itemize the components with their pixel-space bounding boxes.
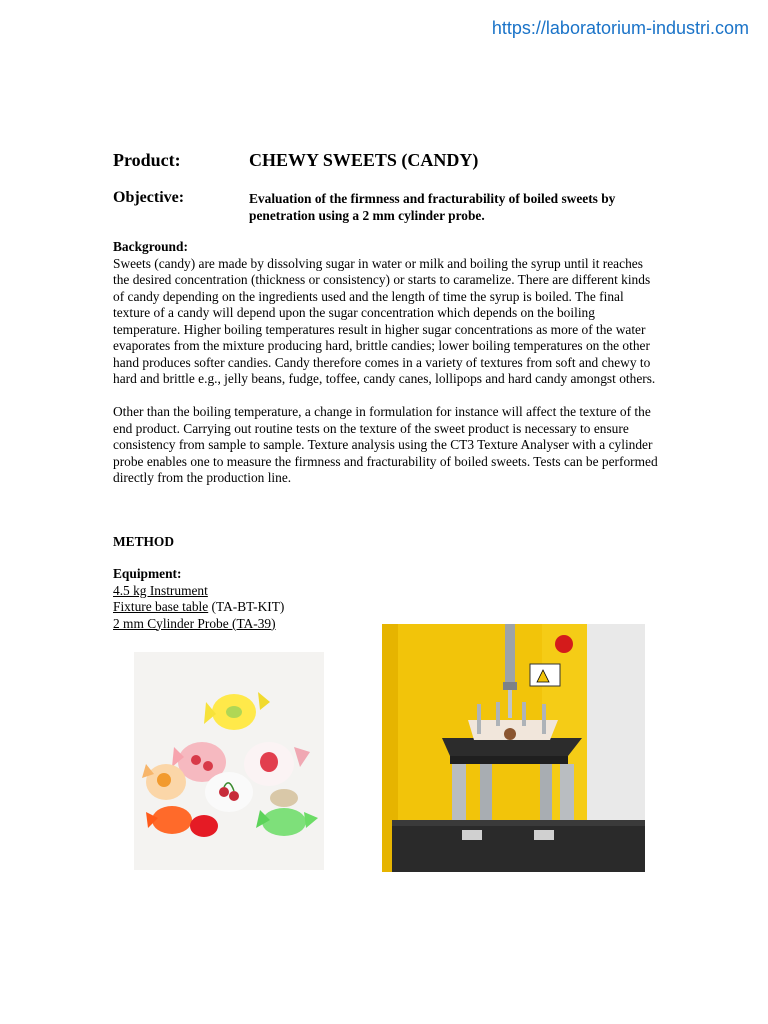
instrument-link[interactable]: 4.5 kg Instrument <box>113 582 208 598</box>
fixture-base-table-link[interactable]: Fixture base table <box>113 599 209 614</box>
objective-text: Evaluation of the firmness and fracturability of boiled sweets by penetration using a 2 mm cylinder probe. <box>249 191 616 223</box>
candy-photo <box>134 652 324 870</box>
product-title: CHEWY SWEETS (CANDY) <box>249 150 479 170</box>
objective-label: Objective: <box>113 189 185 206</box>
texture-analyser-illustration <box>382 624 645 872</box>
fixture-code: (TA-BT-KIT) <box>208 599 285 614</box>
candy-illustration <box>134 652 324 870</box>
texture-analyser-photo <box>382 624 645 872</box>
equipment-section <box>113 566 284 632</box>
background-heading: Background: <box>113 239 188 254</box>
site-url-link[interactable]: https://laboratorium-industri.com <box>491 18 749 38</box>
cylinder-probe-link[interactable]: 2 mm Cylinder Probe (TA-39) <box>113 615 276 631</box>
product-label: Product: <box>113 150 181 170</box>
background-section <box>113 239 658 487</box>
background-paragraph-2: Other than the boiling temperature, a change in formulation for instance will affect the texture of the end product. Carrying out routine tests on the texture of the sweet product is necessary to ensure consistency from sample to sample. Texture analysis using the CT3 Texture Analyser with a cylinder probe enables one to measure the firmness and fracturability of boiled sweets. Tests can be performed directly from the production line. <box>113 404 658 485</box>
equipment-heading: Equipment: <box>113 566 182 581</box>
method-heading: METHOD <box>113 534 175 549</box>
background-paragraph-1: Sweets (candy) are made by dissolving sugar in water or milk and boiling the syrup until it reaches the desired concentration (thickness or consistency) or starts to caramelize. There are different kinds of candy depending on the ingredients used and the length of time the syrup is boiled. The final texture of a candy will depend upon the sugar concentration which depends on the boiling temperature. Higher boiling temperatures result in higher sugar concentrations as more of the water evaporates from the mixture producing hard, brittle candies; lower boiling temperatures on the other hand produces softer candies. Candy therefore comes in a variety of textures from soft and chewy to hard and brittle e.g., jelly beans, fudge, toffee, candy canes, lollipops and hard candy amongst others. <box>113 255 656 386</box>
